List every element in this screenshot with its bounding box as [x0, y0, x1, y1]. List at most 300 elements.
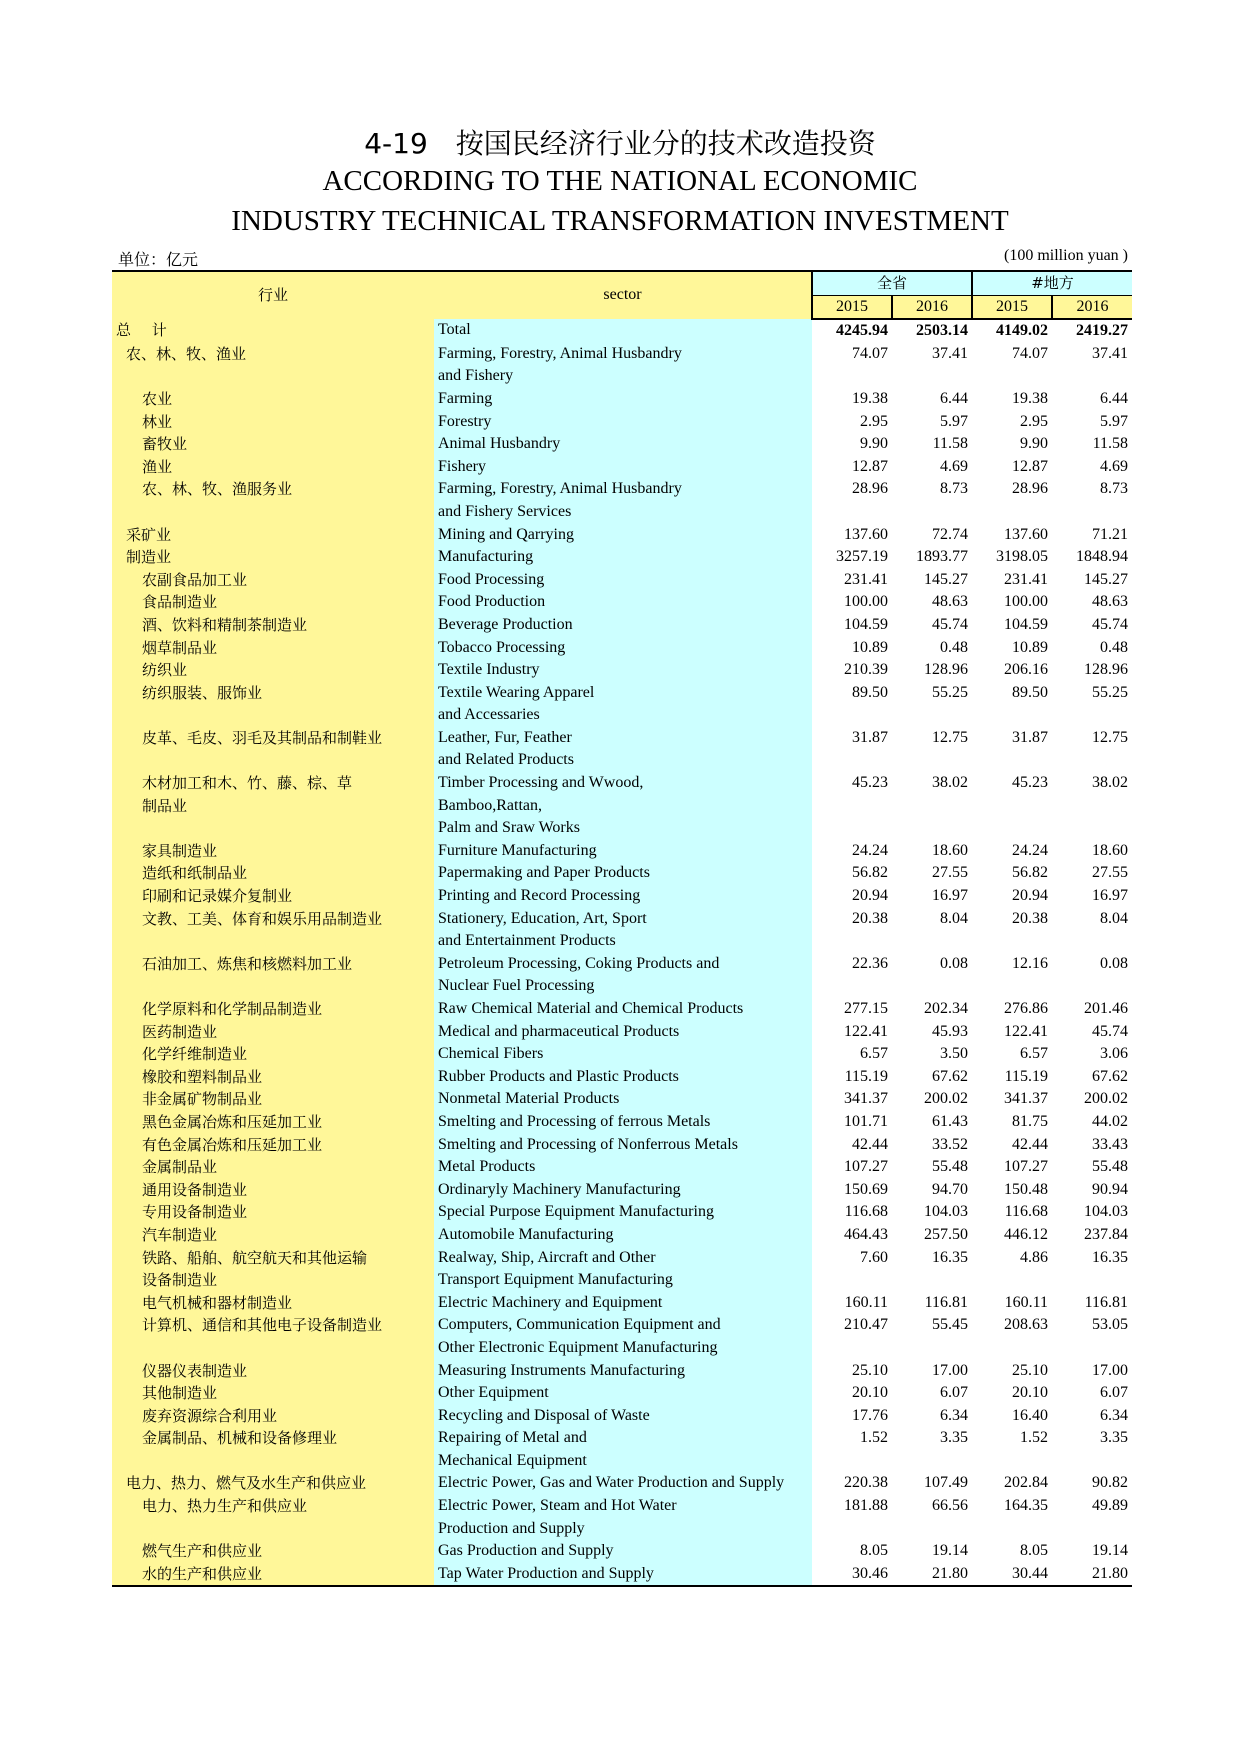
value-cell: 18.60 [1092, 841, 1129, 859]
table-row [112, 1563, 1132, 1587]
value-cell [972, 501, 1052, 524]
value-cell: 8.04 [940, 909, 969, 927]
value-cell: 42.44 [852, 1135, 888, 1153]
value-cell: 137.60 [844, 525, 888, 543]
industry-cn: 纺织服装、服饰业 [112, 682, 434, 705]
value-cell: 150.48 [1004, 1180, 1049, 1198]
value-cell: 164.35 [1004, 1497, 1049, 1515]
sector-en: Textile Industry [434, 659, 812, 682]
value-cell: 16.97 [932, 887, 969, 905]
value-cell [1052, 1518, 1132, 1541]
table-row [112, 840, 1132, 863]
industry-cn: 采矿业 [112, 524, 434, 547]
industry-cn: 金属制品、机械和设备修理业 [112, 1427, 434, 1450]
value-cell [892, 365, 972, 388]
industry-cn: 化学纤维制造业 [112, 1043, 434, 1066]
value-cell: 17.00 [1092, 1361, 1129, 1379]
value-cell [892, 1269, 972, 1292]
industry-cn: 总 计 [112, 319, 434, 343]
sector-en: Stationery, Education, Art, Sport [434, 908, 812, 931]
value-cell: 101.71 [844, 1112, 888, 1130]
table-row [112, 1043, 1132, 1066]
value-cell [1052, 930, 1132, 953]
value-cell: 17.00 [932, 1361, 969, 1379]
table-row [112, 1269, 1132, 1292]
value-cell [972, 1450, 1052, 1473]
table-row [112, 975, 1132, 998]
value-cell: 55.48 [1092, 1158, 1129, 1176]
header-year: 2016 [892, 295, 972, 319]
value-cell: 107.49 [924, 1474, 969, 1492]
industry-cn [112, 365, 434, 388]
value-cell: 4.69 [940, 457, 969, 475]
value-cell: 20.94 [1012, 887, 1049, 905]
sector-en: Farming, Forestry, Animal Husbandry [434, 478, 812, 501]
value-cell: 27.55 [932, 864, 969, 882]
value-cell [1052, 817, 1132, 840]
sector-en: Fishery [434, 456, 812, 479]
industry-cn: 黑色金属冶炼和压延加工业 [112, 1111, 434, 1134]
value-cell: 20.10 [1012, 1384, 1049, 1402]
value-cell: 3198.05 [996, 548, 1049, 566]
sector-en: Automobile Manufacturing [434, 1224, 812, 1247]
industry-cn: 非金属矿物制品业 [112, 1088, 434, 1111]
value-cell: 24.24 [1012, 841, 1049, 859]
value-cell: 104.59 [844, 615, 888, 633]
sector-en: Palm and Sraw Works [434, 817, 812, 840]
sector-en: Total [434, 319, 812, 343]
value-cell: 66.56 [932, 1497, 969, 1515]
value-cell: 257.50 [924, 1225, 969, 1243]
value-cell: 24.24 [852, 841, 888, 859]
table-row [112, 343, 1132, 366]
value-cell: 200.02 [924, 1090, 969, 1108]
table-row [112, 1224, 1132, 1247]
value-cell: 6.34 [1100, 1406, 1129, 1424]
value-cell: 33.43 [1092, 1135, 1129, 1153]
sector-en: Tap Water Production and Supply [434, 1563, 812, 1587]
industry-cn: 石油加工、炼焦和核燃料加工业 [112, 953, 434, 976]
industry-cn: 铁路、船舶、航空航天和其他运输 [112, 1247, 434, 1270]
value-cell [1052, 1337, 1132, 1360]
value-cell: 202.84 [1004, 1474, 1049, 1492]
value-cell [972, 817, 1052, 840]
sector-en: Food Production [434, 591, 812, 614]
industry-cn: 废弃资源综合利用业 [112, 1405, 434, 1428]
value-cell: 341.37 [844, 1090, 888, 1108]
table-row [112, 365, 1132, 388]
value-cell: 71.21 [1092, 525, 1129, 543]
value-cell: 81.75 [1012, 1112, 1049, 1130]
header-year: 2016 [1052, 295, 1132, 319]
value-cell: 94.70 [932, 1180, 969, 1198]
table-row [112, 817, 1132, 840]
value-cell: 210.47 [844, 1316, 888, 1334]
table-row [112, 682, 1132, 705]
value-cell [972, 975, 1052, 998]
sector-en: Mining and Qarrying [434, 524, 812, 547]
table-row [112, 1201, 1132, 1224]
sector-en: Farming [434, 388, 812, 411]
value-cell: 56.82 [852, 864, 888, 882]
table-row [112, 885, 1132, 908]
value-cell: 72.74 [932, 525, 969, 543]
table-row [112, 862, 1132, 885]
industry-cn: 食品制造业 [112, 591, 434, 614]
value-cell: 0.48 [940, 638, 969, 656]
value-cell [892, 501, 972, 524]
value-cell: 33.52 [932, 1135, 969, 1153]
industry-cn: 酒、饮料和精制茶制造业 [112, 614, 434, 637]
value-cell: 128.96 [924, 661, 969, 679]
industry-cn: 文教、工美、体育和娱乐用品制造业 [112, 908, 434, 931]
table-row [112, 1247, 1132, 1270]
value-cell: 1893.77 [916, 548, 969, 566]
table-row [112, 1405, 1132, 1428]
value-cell [972, 930, 1052, 953]
table-row [112, 659, 1132, 682]
value-cell: 104.03 [1084, 1203, 1129, 1221]
industry-cn: 设备制造业 [112, 1269, 434, 1292]
value-cell: 5.97 [1100, 412, 1129, 430]
table-body [112, 319, 1132, 1586]
value-cell: 25.10 [1012, 1361, 1049, 1379]
value-cell [892, 1450, 972, 1473]
table-row [112, 501, 1132, 524]
value-cell: 115.19 [1004, 1067, 1049, 1085]
header-group-province: 全省 [812, 271, 972, 295]
value-cell: 37.41 [1092, 344, 1129, 362]
value-cell [972, 749, 1052, 772]
table-row [112, 930, 1132, 953]
value-cell: 45.74 [932, 615, 969, 633]
industry-cn: 橡胶和塑料制品业 [112, 1066, 434, 1089]
value-cell: 137.60 [1004, 525, 1049, 543]
industry-cn: 专用设备制造业 [112, 1201, 434, 1224]
value-cell: 107.27 [844, 1158, 888, 1176]
table-row [112, 1021, 1132, 1044]
table-row [112, 546, 1132, 569]
table-row [112, 1066, 1132, 1089]
table-row [112, 749, 1132, 772]
header-year: 2015 [972, 295, 1052, 319]
value-cell: 38.02 [1092, 774, 1129, 792]
industry-cn: 农副食品加工业 [112, 569, 434, 592]
value-cell: 160.11 [844, 1293, 888, 1311]
value-cell: 122.41 [1004, 1022, 1049, 1040]
value-cell: 115.19 [844, 1067, 888, 1085]
industry-cn: 电力、热力、燃气及水生产和供应业 [112, 1472, 434, 1495]
sector-en: Rubber Products and Plastic Products [434, 1066, 812, 1089]
value-cell [892, 975, 972, 998]
value-cell: 37.41 [932, 344, 969, 362]
industry-cn [112, 1450, 434, 1473]
value-cell: 12.75 [1092, 728, 1129, 746]
value-cell [972, 365, 1052, 388]
value-cell: 25.10 [852, 1361, 888, 1379]
industry-cn: 医药制造业 [112, 1021, 434, 1044]
industry-cn: 印刷和记录媒介复制业 [112, 885, 434, 908]
value-cell: 8.73 [940, 480, 969, 498]
value-cell: 21.80 [1052, 1563, 1132, 1587]
sector-en: Repairing of Metal and [434, 1427, 812, 1450]
table-row [112, 1156, 1132, 1179]
table-row [112, 908, 1132, 931]
sector-en: Animal Husbandry [434, 433, 812, 456]
page-title-en-line1: ACCORDING TO THE NATIONAL ECONOMIC [322, 165, 918, 197]
value-cell: 100.00 [844, 593, 888, 611]
table-row [112, 478, 1132, 501]
industry-cn: 造纸和纸制品业 [112, 862, 434, 885]
table-row [112, 1134, 1132, 1157]
value-cell: 231.41 [844, 570, 888, 588]
value-cell: 45.74 [1092, 615, 1129, 633]
value-cell: 12.75 [932, 728, 969, 746]
value-cell [892, 930, 972, 953]
value-cell [812, 795, 892, 818]
value-cell: 27.55 [1092, 864, 1129, 882]
industry-cn: 制品业 [112, 795, 434, 818]
sector-en: Smelting and Processing of Nonferrous Metals [434, 1134, 812, 1157]
value-cell: 3257.19 [836, 548, 888, 566]
value-cell: 341.37 [1004, 1090, 1049, 1108]
value-cell: 16.40 [1012, 1406, 1049, 1424]
value-cell [812, 817, 892, 840]
sector-en: and Fishery Services [434, 501, 812, 524]
sector-en: Electric Machinery and Equipment [434, 1292, 812, 1315]
value-cell [1052, 1450, 1132, 1473]
industry-cn: 农、林、牧、渔服务业 [112, 478, 434, 501]
value-cell [812, 1450, 892, 1473]
table-row [112, 637, 1132, 660]
sector-en: Other Electronic Equipment Manufacturing [434, 1337, 812, 1360]
industry-cn: 农、林、牧、渔业 [112, 343, 434, 366]
value-cell [892, 704, 972, 727]
value-cell: 104.59 [1004, 615, 1049, 633]
industry-cn: 金属制品业 [112, 1156, 434, 1179]
value-cell [972, 795, 1052, 818]
value-cell: 38.02 [932, 774, 969, 792]
value-cell: 31.87 [852, 728, 888, 746]
value-cell: 10.89 [1012, 638, 1049, 656]
value-cell [812, 1269, 892, 1292]
value-cell: 45.23 [852, 774, 888, 792]
value-cell: 90.94 [1092, 1180, 1129, 1198]
value-cell: 12.16 [1012, 954, 1049, 972]
table-row [112, 411, 1132, 434]
value-cell: 90.82 [1092, 1474, 1129, 1492]
value-cell: 55.25 [932, 683, 969, 701]
sector-en: Measuring Instruments Manufacturing [434, 1360, 812, 1383]
value-cell: 116.81 [1084, 1293, 1129, 1311]
value-cell [812, 1337, 892, 1360]
value-cell: 6.07 [940, 1384, 969, 1402]
value-cell: 44.02 [1092, 1112, 1129, 1130]
table-row [112, 1472, 1132, 1495]
table-row [112, 433, 1132, 456]
value-cell: 4149.02 [996, 322, 1049, 340]
value-cell: 55.45 [932, 1316, 969, 1334]
value-cell: 20.94 [852, 887, 888, 905]
value-cell: 45.23 [1012, 774, 1049, 792]
sector-en: Farming, Forestry, Animal Husbandry [434, 343, 812, 366]
table-row [112, 1314, 1132, 1337]
value-cell [812, 930, 892, 953]
sector-en: Chemical Fibers [434, 1043, 812, 1066]
sector-en: Manufacturing [434, 546, 812, 569]
value-cell: 145.27 [924, 570, 969, 588]
value-cell: 11.58 [1092, 435, 1129, 453]
table-row [112, 953, 1132, 976]
value-cell: 12.87 [852, 457, 888, 475]
value-cell: 201.46 [1084, 1000, 1129, 1017]
value-cell: 11.58 [932, 435, 969, 453]
industry-cn [112, 749, 434, 772]
value-cell [812, 501, 892, 524]
value-cell: 6.57 [1020, 1045, 1049, 1063]
industry-cn: 计算机、通信和其他电子设备制造业 [112, 1314, 434, 1337]
table-row [112, 388, 1132, 411]
industry-cn: 水的生产和供应业 [112, 1563, 434, 1587]
table-row [112, 1337, 1132, 1360]
industry-cn: 纺织业 [112, 659, 434, 682]
sector-en: Raw Chemical Material and Chemical Products [434, 998, 812, 1021]
industry-cn: 通用设备制造业 [112, 1179, 434, 1202]
sector-en: Papermaking and Paper Products [434, 862, 812, 885]
value-cell: 107.27 [1004, 1158, 1049, 1176]
value-cell: 7.60 [860, 1248, 888, 1266]
sector-en: and Accessaries [434, 704, 812, 727]
table-row [112, 1540, 1132, 1563]
value-cell: 202.34 [924, 1000, 969, 1017]
value-cell: 2419.27 [1076, 322, 1129, 340]
value-cell: 3.35 [1100, 1429, 1129, 1447]
value-cell: 17.76 [852, 1406, 888, 1424]
value-cell: 0.08 [1100, 954, 1129, 972]
sector-en: Mechanical Equipment [434, 1450, 812, 1473]
value-cell: 48.63 [932, 593, 969, 611]
value-cell: 48.63 [1092, 593, 1129, 611]
value-cell: 49.89 [1092, 1497, 1129, 1515]
industry-cn: 有色金属冶炼和压延加工业 [112, 1134, 434, 1157]
sector-en: Nonmetal Material Products [434, 1088, 812, 1111]
value-cell: 464.43 [844, 1225, 888, 1243]
value-cell: 42.44 [1012, 1135, 1049, 1153]
value-cell: 67.62 [1092, 1067, 1129, 1085]
industry-cn: 烟草制品业 [112, 637, 434, 660]
value-cell: 4.86 [1020, 1248, 1049, 1266]
value-cell: 1.52 [860, 1429, 888, 1447]
industry-cn [112, 930, 434, 953]
industry-cn: 仪器仪表制造业 [112, 1360, 434, 1383]
value-cell [812, 365, 892, 388]
header-industry: 行业 [112, 271, 434, 319]
header-sector: sector [434, 271, 812, 319]
value-cell [812, 1518, 892, 1541]
sector-en: Timber Processing and Wwood, [434, 772, 812, 795]
value-cell: 116.68 [1004, 1203, 1049, 1221]
value-cell: 45.93 [932, 1022, 969, 1040]
value-cell: 67.62 [932, 1067, 969, 1085]
value-cell [1052, 1269, 1132, 1292]
industry-cn: 电气机械和器材制造业 [112, 1292, 434, 1315]
value-cell: 22.36 [852, 954, 888, 972]
value-cell [1052, 365, 1132, 388]
industry-cn: 木材加工和木、竹、藤、棕、草 [112, 772, 434, 795]
value-cell: 6.44 [940, 389, 969, 407]
value-cell: 0.48 [1100, 638, 1129, 656]
table-row [112, 1495, 1132, 1518]
value-cell: 8.05 [1020, 1542, 1049, 1560]
table-row [112, 456, 1132, 479]
sector-en: Food Processing [434, 569, 812, 592]
table-row [112, 704, 1132, 727]
value-cell: 16.35 [932, 1248, 969, 1266]
investment-table [112, 270, 1132, 1587]
header-year: 2015 [812, 295, 892, 319]
sector-en: Electric Power, Steam and Hot Water [434, 1495, 812, 1518]
table-row [112, 1292, 1132, 1315]
table-row [112, 1179, 1132, 1202]
sector-en: Tobacco Processing [434, 637, 812, 660]
industry-cn [112, 817, 434, 840]
value-cell: 8.73 [1100, 480, 1129, 498]
sector-en: Beverage Production [434, 614, 812, 637]
value-cell: 19.38 [1012, 389, 1049, 407]
industry-cn: 电力、热力生产和供应业 [112, 1495, 434, 1518]
value-cell: 181.88 [844, 1497, 888, 1515]
industry-cn: 制造业 [112, 546, 434, 569]
header-group-local: #地方 [972, 271, 1132, 295]
value-cell: 116.81 [924, 1293, 969, 1311]
value-cell: 3.35 [940, 1429, 969, 1447]
value-cell: 20.38 [1012, 909, 1049, 927]
industry-cn: 燃气生产和供应业 [112, 1540, 434, 1563]
industry-cn: 化学原料和化学制品制造业 [112, 998, 434, 1021]
value-cell: 8.05 [860, 1542, 888, 1560]
value-cell: 100.00 [1004, 593, 1049, 611]
value-cell: 446.12 [1004, 1225, 1049, 1243]
page-title: 4-19 按国民经济行业分的技术改造投资 [364, 127, 876, 160]
value-cell [1052, 749, 1132, 772]
value-cell: 200.02 [1084, 1090, 1129, 1108]
table-row [112, 795, 1132, 818]
value-cell: 89.50 [852, 683, 888, 701]
value-cell: 145.27 [1084, 570, 1129, 588]
sector-en: and Fishery [434, 365, 812, 388]
value-cell: 56.82 [1012, 864, 1049, 882]
table-row [112, 614, 1132, 637]
table-row [112, 591, 1132, 614]
value-cell: 116.68 [844, 1203, 888, 1221]
value-cell: 19.14 [1092, 1542, 1129, 1560]
value-cell: 3.06 [1100, 1045, 1129, 1063]
table-row [112, 998, 1132, 1021]
value-cell: 160.11 [1004, 1293, 1049, 1311]
table-row [112, 1518, 1132, 1541]
value-cell: 18.60 [932, 841, 969, 859]
sector-en: Furniture Manufacturing [434, 840, 812, 863]
value-cell [892, 817, 972, 840]
sector-en: Nuclear Fuel Processing [434, 975, 812, 998]
value-cell: 12.87 [1012, 457, 1049, 475]
value-cell: 21.80 [892, 1563, 972, 1587]
sector-en: Metal Products [434, 1156, 812, 1179]
sector-en: Computers, Communication Equipment and [434, 1314, 812, 1337]
value-cell [812, 749, 892, 772]
value-cell: 61.43 [932, 1112, 969, 1130]
value-cell: 6.57 [860, 1045, 888, 1063]
